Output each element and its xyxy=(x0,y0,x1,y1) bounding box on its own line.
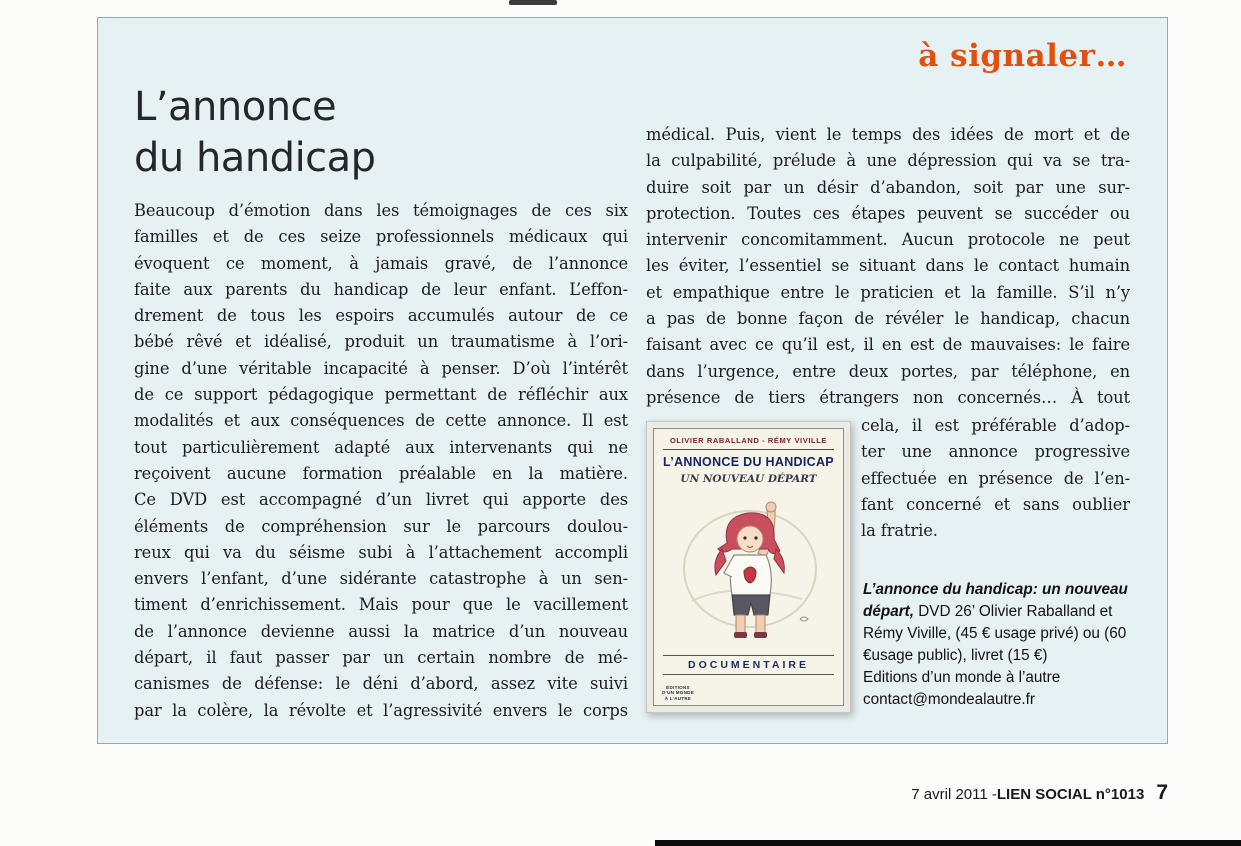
caption-email: contact@mondealautre.fr xyxy=(863,691,1035,708)
caption-title: L’annonce du handicap: un nouveau départ, xyxy=(863,581,1128,620)
text-line: dans l’urgence, entre deux portes, par téléphone, en xyxy=(646,361,1130,381)
dvd-cover-authors: OLIVIER RABALLAND - RÉMY VIVILLE xyxy=(670,436,827,445)
text-line: D’UN MONDE xyxy=(662,690,694,695)
text-line: gine d’une véritable incapacité à penser. D’où l’intérêt xyxy=(134,358,628,378)
text-line: a pas de bonne façon de révéler le handicap, chacun xyxy=(646,309,1130,329)
text-line: reçoivent aucune formation préalable en la matière. xyxy=(134,463,628,483)
page-footer xyxy=(911,781,1168,805)
article-panel xyxy=(97,17,1168,744)
text-line: bébé rêvé et idéalisé, produit un traumatisme à l’ori- xyxy=(134,332,628,352)
text-line: canismes de défense: le déni d’abord, assez vite suivi xyxy=(134,674,628,694)
text-line: départ, il faut passer par un certain nombre de mé- xyxy=(134,648,628,668)
scan-artifact-top-edge xyxy=(509,0,557,5)
text-line: modalités et aux conséquences de cette annonce. Il est xyxy=(134,411,628,431)
text-line: évoquent ce moment, à jamais gravé, de l’annonce xyxy=(134,253,628,273)
text-line: médical. Puis, vient le temps des idées de mort et de xyxy=(646,125,1130,144)
dvd-cover-publisher-logo xyxy=(662,685,694,702)
text-line: et empathique entre le praticien et la famille. S’il n’y xyxy=(646,282,1130,302)
dvd-cover-title: L’ANNONCE DU HANDICAP xyxy=(663,455,834,469)
text-line: reux qui va du séisme subi à l’attachement accompli xyxy=(134,542,628,562)
article-title-line1: L’annonce xyxy=(134,84,337,130)
text-line: fant concerné et sans oublier xyxy=(861,494,1130,514)
article-title xyxy=(134,82,376,184)
text-line: timent d’enrichissement. Mais pour que le vacillement xyxy=(134,595,628,615)
text-line: familles et de ces seize professionnels médicaux qui xyxy=(134,227,628,247)
text-line: faite aux parents du handicap de leur enfant. L’effon- xyxy=(134,279,628,299)
text-line: par la colère, la révolte et l’agressivité envers le corps xyxy=(134,700,628,720)
text-line: À L’AUTRE xyxy=(664,695,692,701)
dvd-cover-genre-label: DOCUMENTAIRE xyxy=(663,655,834,675)
section-tag: à signaler… xyxy=(918,38,1127,74)
text-line: envers l’enfant, d’une sidérante catastrophe à un sen- xyxy=(134,569,628,589)
text-line: de ce support pédagogique permettant de réfléchir aux xyxy=(134,385,628,405)
article-body-wrap-column xyxy=(861,413,1130,544)
article-body-left-column xyxy=(134,198,628,724)
caption-details: DVD 26’ Olivier Raballand et Rémy Viville, (45 € usage privé) ou (60 €usage public), livret (15 €) xyxy=(863,603,1127,664)
text-line: Ce DVD est accompagné d’un livret qui apporte des xyxy=(134,490,628,510)
text-line: protection. Toutes ces étapes peuvent se succéder ou xyxy=(646,203,1130,223)
text-line: éléments de compréhension sur le parcours doulou- xyxy=(134,516,628,536)
article-body-right-column xyxy=(646,122,1130,411)
dvd-cover-subtitle: UN NOUVEAU DÉPART xyxy=(680,473,817,485)
article-title-line2: du handicap xyxy=(134,135,376,181)
text-line: présence de tiers étrangers non concernés… À tout xyxy=(646,387,1130,407)
text-line: les éviter, l’essentiel se situant dans le contact humain xyxy=(646,256,1130,276)
scan-artifact-bottom-edge xyxy=(655,840,1241,846)
dvd-cover-photo xyxy=(646,421,851,713)
dvd-cover xyxy=(653,428,844,706)
text-line: effectuée en présence de l’en- xyxy=(861,468,1130,488)
text-line: de l’annonce devienne aussi la matrice d’un nouveau xyxy=(134,621,628,641)
text-line: ter une annonce progressive xyxy=(861,442,1130,462)
dvd-cover-girl-illustration xyxy=(672,491,827,641)
text-line: Beaucoup d’émotion dans les témoignages de ces six xyxy=(134,201,628,220)
text-line: tout particulièrement adapté aux intervenants qui ne xyxy=(134,437,628,457)
text-line: cela, il est préférable d’adop- xyxy=(861,416,1130,435)
text-line: drement de tous les espoirs accumulés autour de ce xyxy=(134,306,628,326)
dvd-caption xyxy=(863,579,1130,711)
text-line: duire soit par un désir d’abandon, soit par une sur- xyxy=(646,177,1130,197)
text-line: la culpabilité, prélude à une dépression qui va se tra- xyxy=(646,151,1130,171)
caption-publisher: Editions d’un monde à l’autre xyxy=(863,669,1061,686)
text-line: ÉDITIONS xyxy=(666,684,690,690)
footer-publication: LIEN SOCIAL n°1013 xyxy=(996,786,1145,803)
text-line: faisant avec ce qu’il est, il en est de mauvaises: le faire xyxy=(646,335,1130,355)
text-line: la fratrie. xyxy=(861,521,938,541)
footer-date: 7 avril 2011 - xyxy=(911,786,997,803)
dvd-cover-rule xyxy=(663,449,834,450)
footer-page-number: 7 xyxy=(1156,781,1168,804)
text-line: intervenir concomitamment. Aucun protocole ne peut xyxy=(646,230,1130,250)
